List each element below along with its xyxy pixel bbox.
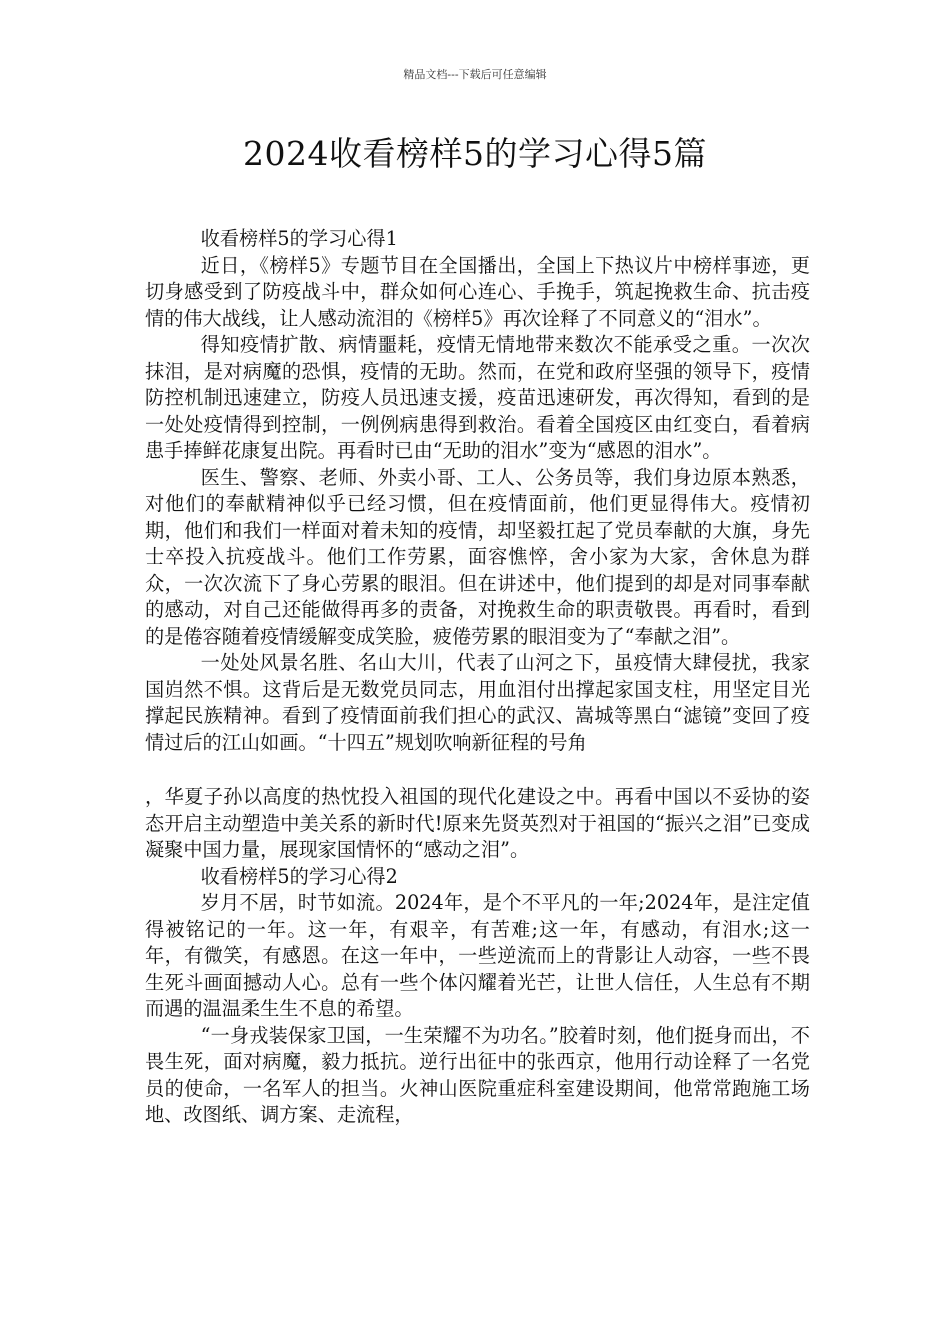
page-break-gap <box>145 756 810 784</box>
page-header: 精品文档---下载后可任意编辑 <box>403 68 547 81</box>
paragraph-continuation: ，华夏子孙以高度的热忱投入祖国的现代化建设之中。再看中国以不妥协的姿态开启主动塑造中美关系的新时代!原来先贤英烈对于祖国的“振兴之泪”已变成凝聚中国力量，展现家国情怀的“感动之泪”。 <box>145 785 810 861</box>
section-heading-1: 收看榜样5的学习心得1 <box>200 227 398 250</box>
paragraph: 岁月不居，时节如流。2024年，是个不平凡的一年;2024年，是注定值得被铭记的一年。这一年，有艰辛，有苦难;这一年，有感动，有泪水;这一年，有微笑，有感恩。在这一年中，一些逆流而上的背影让人动容，一些不畏生死斗画面撼动人心。总有一些个体闪耀着光芒，让世人信任，人生总有不期而遇的温温柔生生不息的希望。 <box>145 891 810 1020</box>
section-heading-2: 收看榜样5的学习心得2 <box>200 864 398 888</box>
document-body <box>145 226 810 1129</box>
paragraph: “一身戎装保家卫国，一生荣耀不为功名。”胶着时刻，他们挺身而出，不畏生死，面对病魔，毅力抵抗。逆行出征中的张西京，他用行动诠释了一名党员的使命，一名军人的担当。火神山医院重症科室建设期间，他常常跑施工场地、改图纸、调方案、走流程， <box>145 1023 810 1126</box>
paragraph: 医生、警察、老师、外卖小哥、工人、公务员等，我们身边原本熟悉，对他们的奉献精神似乎已经习惯，但在疫情面前，他们更显得伟大。疫情初期，他们和我们一样面对着未知的疫情，却坚毅扛起了党员奉献的大旗，身先士卒投入抗疫战斗。他们工作劳累，面容憔悴，舍小家为大家，舍休息为群众，一次次流下了身心劳累的眼泪。但在讲述中，他们提到的却是对同事奉献的感动，对自己还能做得再多的责备，对挽救生命的职责敬畏。再看时，看到的是倦容随着疫情缓解变成笑脸，疲倦劳累的眼泪变为了“奉献之泪”。 <box>145 465 810 648</box>
paragraph: 得知疫情扩散、病情噩耗，疫情无情地带来数次不能承受之重。一次次抹泪，是对病魔的恐惧，疫情的无助。然而，在党和政府坚强的领导下，疫情防控机制迅速建立，防疫人员迅速支援，疫苗迅速研发，再次得知，看到的是一处处疫情得到控制，一例例病患得到救治。看着全国疫区由红变白，看着病患手捧鲜花康复出院。再看时已由“无助的泪水”变为“感恩的泪水”。 <box>145 333 810 462</box>
document-title: 2024收看榜样5的学习心得5篇 <box>243 134 707 173</box>
paragraph: 一处处风景名胜、名山大川，代表了山河之下，虽疫情大肆侵扰，我家国岿然不惧。这背后是无数党员同志，用血泪付出撑起家国支柱，用坚定目光撑起民族精神。看到了疫情面前我们担心的武汉、嵩城等黑白“滤镜”变回了疫情过后的江山如画。“十四五”规划吹响新征程的号角 <box>145 651 810 754</box>
paragraph: 近日，《榜样5》专题节目在全国播出，全国上下热议片中榜样事迹，更切身感受到了防疫战斗中，群众如何心连心、手挽手，筑起挽救生命、抗击疫情的伟大战线，让人感动流泪的《榜样5》再次诠释了不同意义的“泪水”。 <box>145 253 810 330</box>
